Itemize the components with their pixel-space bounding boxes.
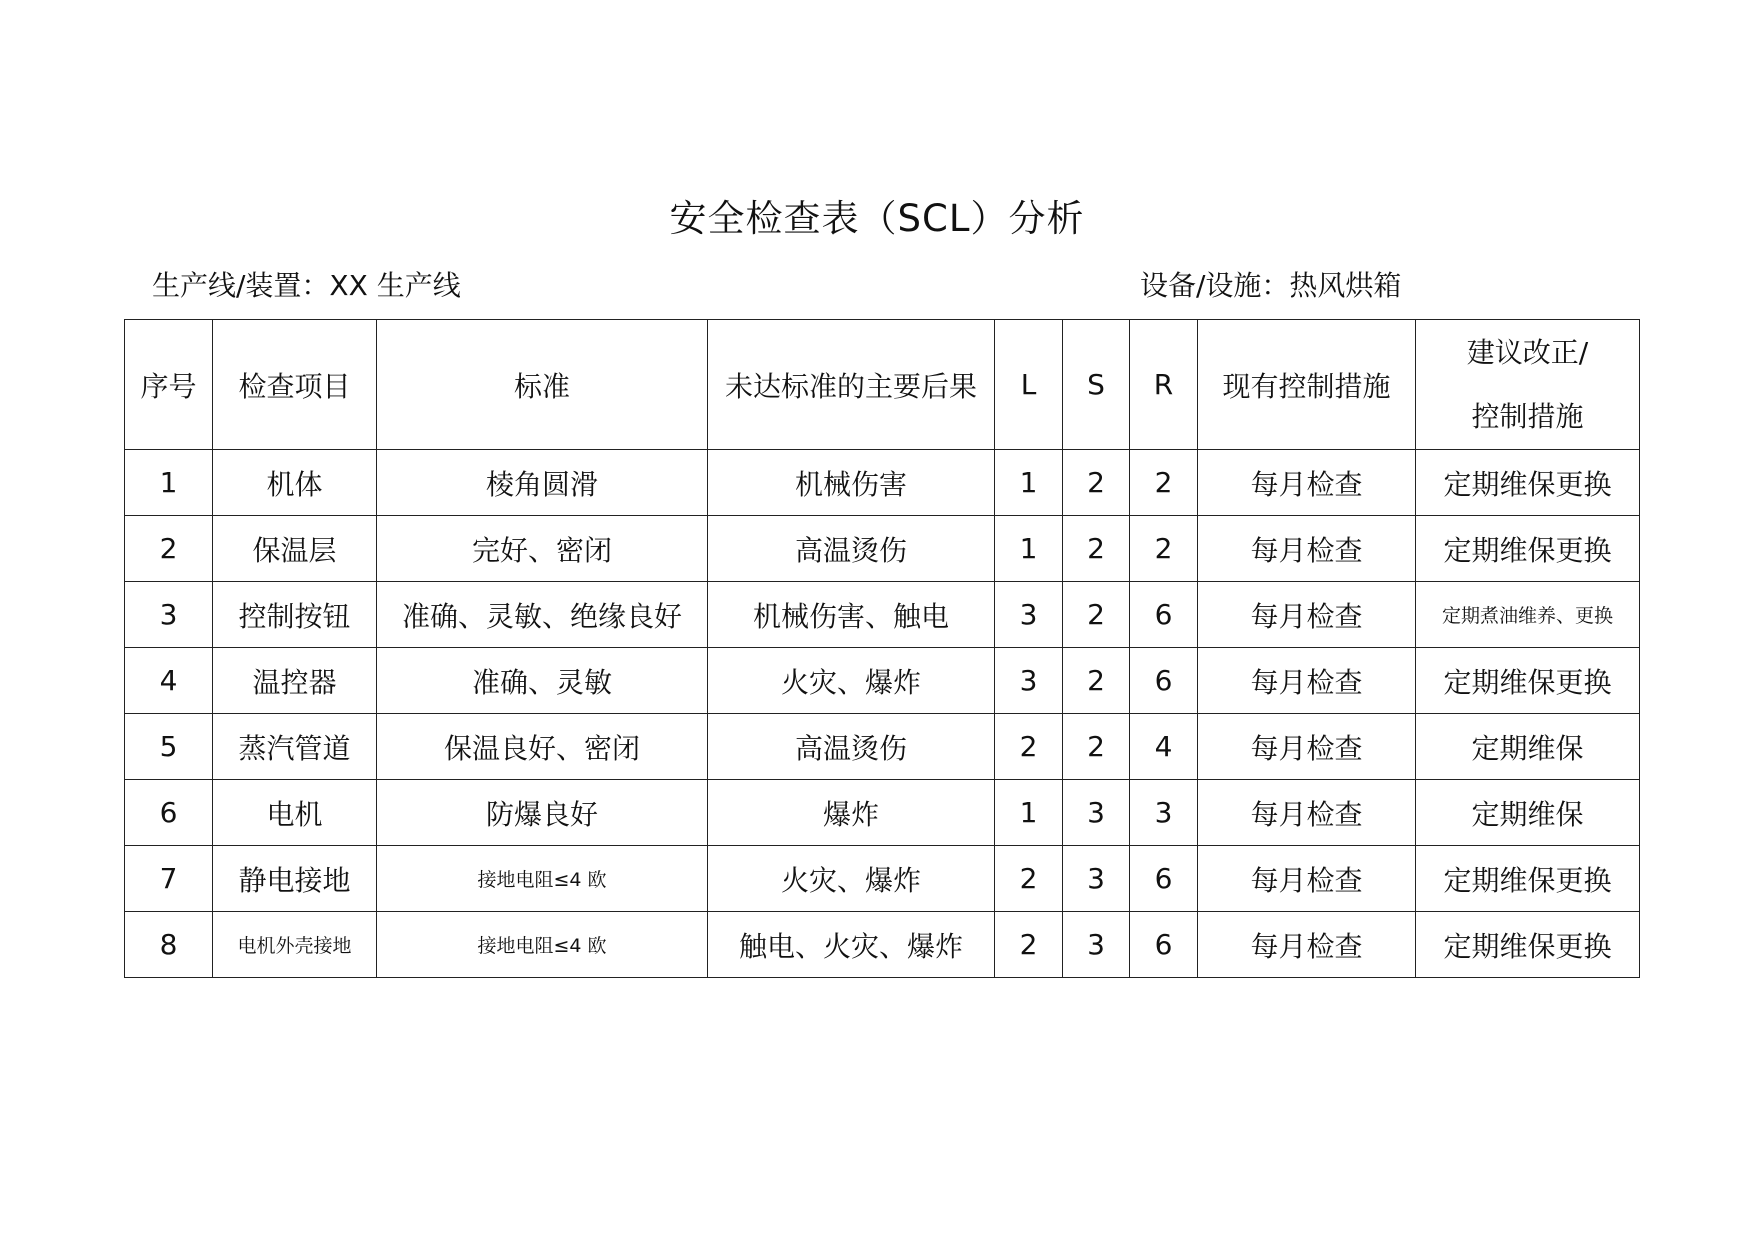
cell-suggestion: 定期维保更换 <box>1416 648 1640 714</box>
cell-l: 2 <box>995 912 1063 978</box>
header-current-control: 现有控制措施 <box>1198 320 1416 450</box>
header-s: S <box>1063 320 1130 450</box>
cell-suggestion: 定期煮油维养、更换 <box>1416 582 1640 648</box>
cell-current-control: 每月检查 <box>1198 648 1416 714</box>
production-line-label: 生产线/装置：XX 生产线 <box>152 269 461 302</box>
cell-seq: 7 <box>125 846 213 912</box>
cell-current-control: 每月检查 <box>1198 846 1416 912</box>
cell-s: 2 <box>1063 450 1130 516</box>
cell-r: 2 <box>1130 450 1198 516</box>
header-item: 检查项目 <box>213 320 377 450</box>
cell-item: 电机外壳接地 <box>213 912 377 978</box>
cell-s: 2 <box>1063 648 1130 714</box>
cell-r: 4 <box>1130 714 1198 780</box>
header-r: R <box>1130 320 1198 450</box>
cell-r: 6 <box>1130 912 1198 978</box>
cell-item: 电机 <box>213 780 377 846</box>
cell-item: 控制按钮 <box>213 582 377 648</box>
cell-suggestion: 定期维保更换 <box>1416 846 1640 912</box>
cell-current-control: 每月检查 <box>1198 450 1416 516</box>
cell-s: 3 <box>1063 846 1130 912</box>
cell-consequence: 爆炸 <box>708 780 995 846</box>
cell-l: 3 <box>995 582 1063 648</box>
header-suggestion <box>1416 320 1640 450</box>
cell-consequence: 火灾、爆炸 <box>708 648 995 714</box>
table-body <box>125 450 1640 978</box>
cell-current-control: 每月检查 <box>1198 912 1416 978</box>
cell-s: 2 <box>1063 516 1130 582</box>
cell-suggestion: 定期维保更换 <box>1416 450 1640 516</box>
cell-standard: 接地电阻≤4 欧 <box>377 912 708 978</box>
cell-consequence: 火灾、爆炸 <box>708 846 995 912</box>
cell-suggestion: 定期维保 <box>1416 714 1640 780</box>
cell-l: 1 <box>995 780 1063 846</box>
cell-seq: 2 <box>125 516 213 582</box>
cell-standard: 准确、灵敏、绝缘良好 <box>377 582 708 648</box>
header-suggestion-line1: 建议改正/ <box>1466 335 1589 369</box>
cell-seq: 1 <box>125 450 213 516</box>
cell-l: 1 <box>995 450 1063 516</box>
header-consequence: 未达标准的主要后果 <box>708 320 995 450</box>
cell-r: 6 <box>1130 648 1198 714</box>
table-row <box>125 516 1640 582</box>
cell-current-control: 每月检查 <box>1198 780 1416 846</box>
cell-consequence: 高温烫伤 <box>708 516 995 582</box>
cell-standard: 完好、密闭 <box>377 516 708 582</box>
cell-consequence: 触电、火灾、爆炸 <box>708 912 995 978</box>
cell-seq: 6 <box>125 780 213 846</box>
cell-seq: 4 <box>125 648 213 714</box>
cell-l: 2 <box>995 846 1063 912</box>
cell-current-control: 每月检查 <box>1198 582 1416 648</box>
cell-item: 静电接地 <box>213 846 377 912</box>
cell-standard: 防爆良好 <box>377 780 708 846</box>
cell-consequence: 机械伤害 <box>708 450 995 516</box>
equipment-label: 设备/设施：热风烘箱 <box>1140 269 1402 302</box>
cell-item: 保温层 <box>213 516 377 582</box>
cell-item: 蒸汽管道 <box>213 714 377 780</box>
cell-item: 温控器 <box>213 648 377 714</box>
header-seq: 序号 <box>125 320 213 450</box>
cell-seq: 5 <box>125 714 213 780</box>
cell-r: 6 <box>1130 582 1198 648</box>
header-row <box>125 320 1640 450</box>
cell-s: 2 <box>1063 582 1130 648</box>
header-suggestion-line2: 控制措施 <box>1471 399 1584 433</box>
table-row <box>125 582 1640 648</box>
header-standard: 标准 <box>377 320 708 450</box>
table-row <box>125 780 1640 846</box>
cell-consequence: 高温烫伤 <box>708 714 995 780</box>
cell-s: 2 <box>1063 714 1130 780</box>
cell-r: 2 <box>1130 516 1198 582</box>
cell-s: 3 <box>1063 912 1130 978</box>
cell-standard: 准确、灵敏 <box>377 648 708 714</box>
cell-l: 1 <box>995 516 1063 582</box>
cell-suggestion: 定期维保 <box>1416 780 1640 846</box>
table-row <box>125 912 1640 978</box>
header-l: L <box>995 320 1063 450</box>
table-row <box>125 648 1640 714</box>
table-row <box>125 450 1640 516</box>
cell-s: 3 <box>1063 780 1130 846</box>
page-title: 安全检查表（SCL）分析 <box>669 197 1085 240</box>
table-header <box>125 320 1640 450</box>
cell-l: 3 <box>995 648 1063 714</box>
table-row <box>125 714 1640 780</box>
cell-current-control: 每月检查 <box>1198 714 1416 780</box>
cell-l: 2 <box>995 714 1063 780</box>
table-row <box>125 846 1640 912</box>
cell-seq: 8 <box>125 912 213 978</box>
cell-r: 6 <box>1130 846 1198 912</box>
cell-suggestion: 定期维保更换 <box>1416 912 1640 978</box>
cell-standard: 保温良好、密闭 <box>377 714 708 780</box>
scl-table <box>124 319 1640 978</box>
cell-consequence: 机械伤害、触电 <box>708 582 995 648</box>
cell-seq: 3 <box>125 582 213 648</box>
cell-standard: 棱角圆滑 <box>377 450 708 516</box>
cell-item: 机体 <box>213 450 377 516</box>
cell-standard: 接地电阻≤4 欧 <box>377 846 708 912</box>
cell-r: 3 <box>1130 780 1198 846</box>
cell-suggestion: 定期维保更换 <box>1416 516 1640 582</box>
cell-current-control: 每月检查 <box>1198 516 1416 582</box>
